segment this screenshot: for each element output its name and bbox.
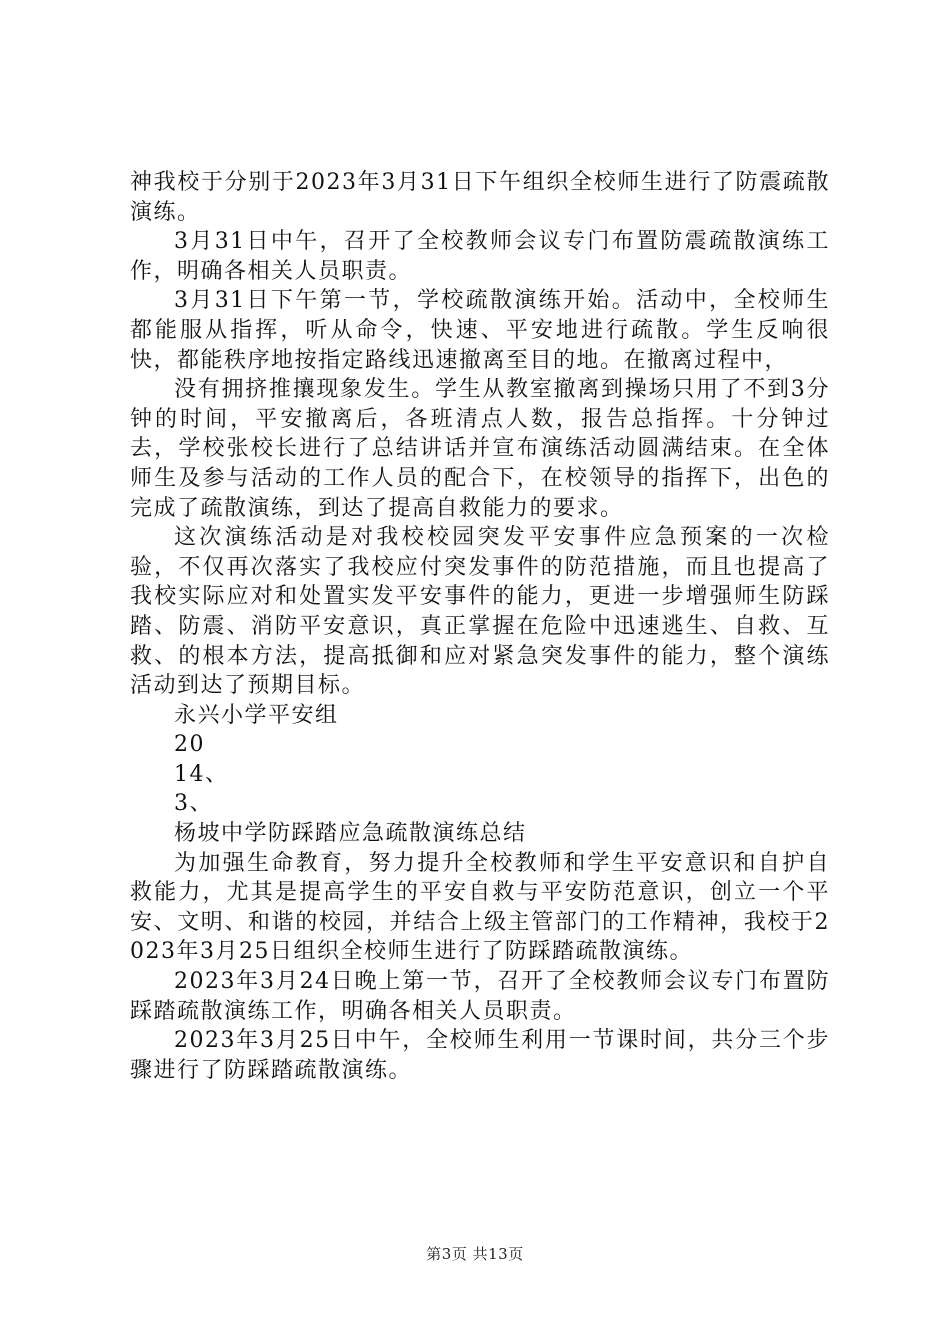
date-fragment-14: 14、 <box>174 761 229 787</box>
paragraph-7: 2023年3月24日晚上第一节，召开了全校教师会议专门布置防踩踏疏散演练工作，明确各相关人员职责。 <box>130 969 830 1024</box>
paragraph-8: 2023年3月25日中午，全校师生利用一节课时间，共分三个步骤进行了防踩踏疏散演练。 <box>130 1028 830 1083</box>
paragraph-1: 神我校于分别于2023年3月31日下午组织全校师生进行了防震疏散演练。 <box>130 170 830 225</box>
paragraph-4: 没有拥挤推攘现象发生。学生从教室撤离到操场只用了不到3分钟的时间，平安撤离后，各班清点人数，报告总指挥。十分钟过去，学校张校长进行了总结讲话并宣布演练活动圆满结束。在全体师生及参与活动的工作人员的配合下，在校领导的指挥下，出色的完成了疏散演练，到达了提高自救能力的要求。 <box>130 377 830 521</box>
date-fragment-3: 3、 <box>174 791 213 817</box>
page-number-footer: 第3页 共13页 <box>426 1245 524 1263</box>
paragraph-5: 这次演练活动是对我校校园突发平安事件应急预案的一次检验，不仅再次落实了我校应付突发事件的防范措施，而且也提高了我校实际应对和处置实发平安事件的能力，更进一步增强师生防踩踏、防震、消防平安意识，真正掌握在危险中迅速逃生、自救、互救、的根本方法，提高抵御和应对紧急突发事件的能力，整个演练活动到达了预期目标。 <box>130 525 830 699</box>
date-fragment-year: 20 <box>174 732 205 758</box>
signature-org: 永兴小学平安组 <box>174 702 339 728</box>
paragraph-6: 为加强生命教育，努力提升全校教师和学生平安意识和自护自救能力，尤其是提高学生的平安自救与平安防范意识，创立一个平安、文明、和谐的校园，并结合上级主管部门的工作精神，我校于2023年3月25日组织全校师生进行了防踩踏疏散演练。 <box>130 850 830 965</box>
paragraph-3: 3月31日下午第一节，学校疏散演练开始。活动中，全校师生都能服从指挥，听从命令，快速、平安地进行疏散。学生反响很快，都能秩序地按指定路线迅速撤离至目的地。在撤离过程中， <box>130 288 830 373</box>
paragraph-2: 3月31日中午，召开了全校教师会议专门布置防震疏散演练工作，明确各相关人员职责。 <box>130 229 830 284</box>
section-title: 杨坡中学防踩踏应急疏散演练总结 <box>174 821 527 847</box>
document-body <box>130 168 830 1085</box>
